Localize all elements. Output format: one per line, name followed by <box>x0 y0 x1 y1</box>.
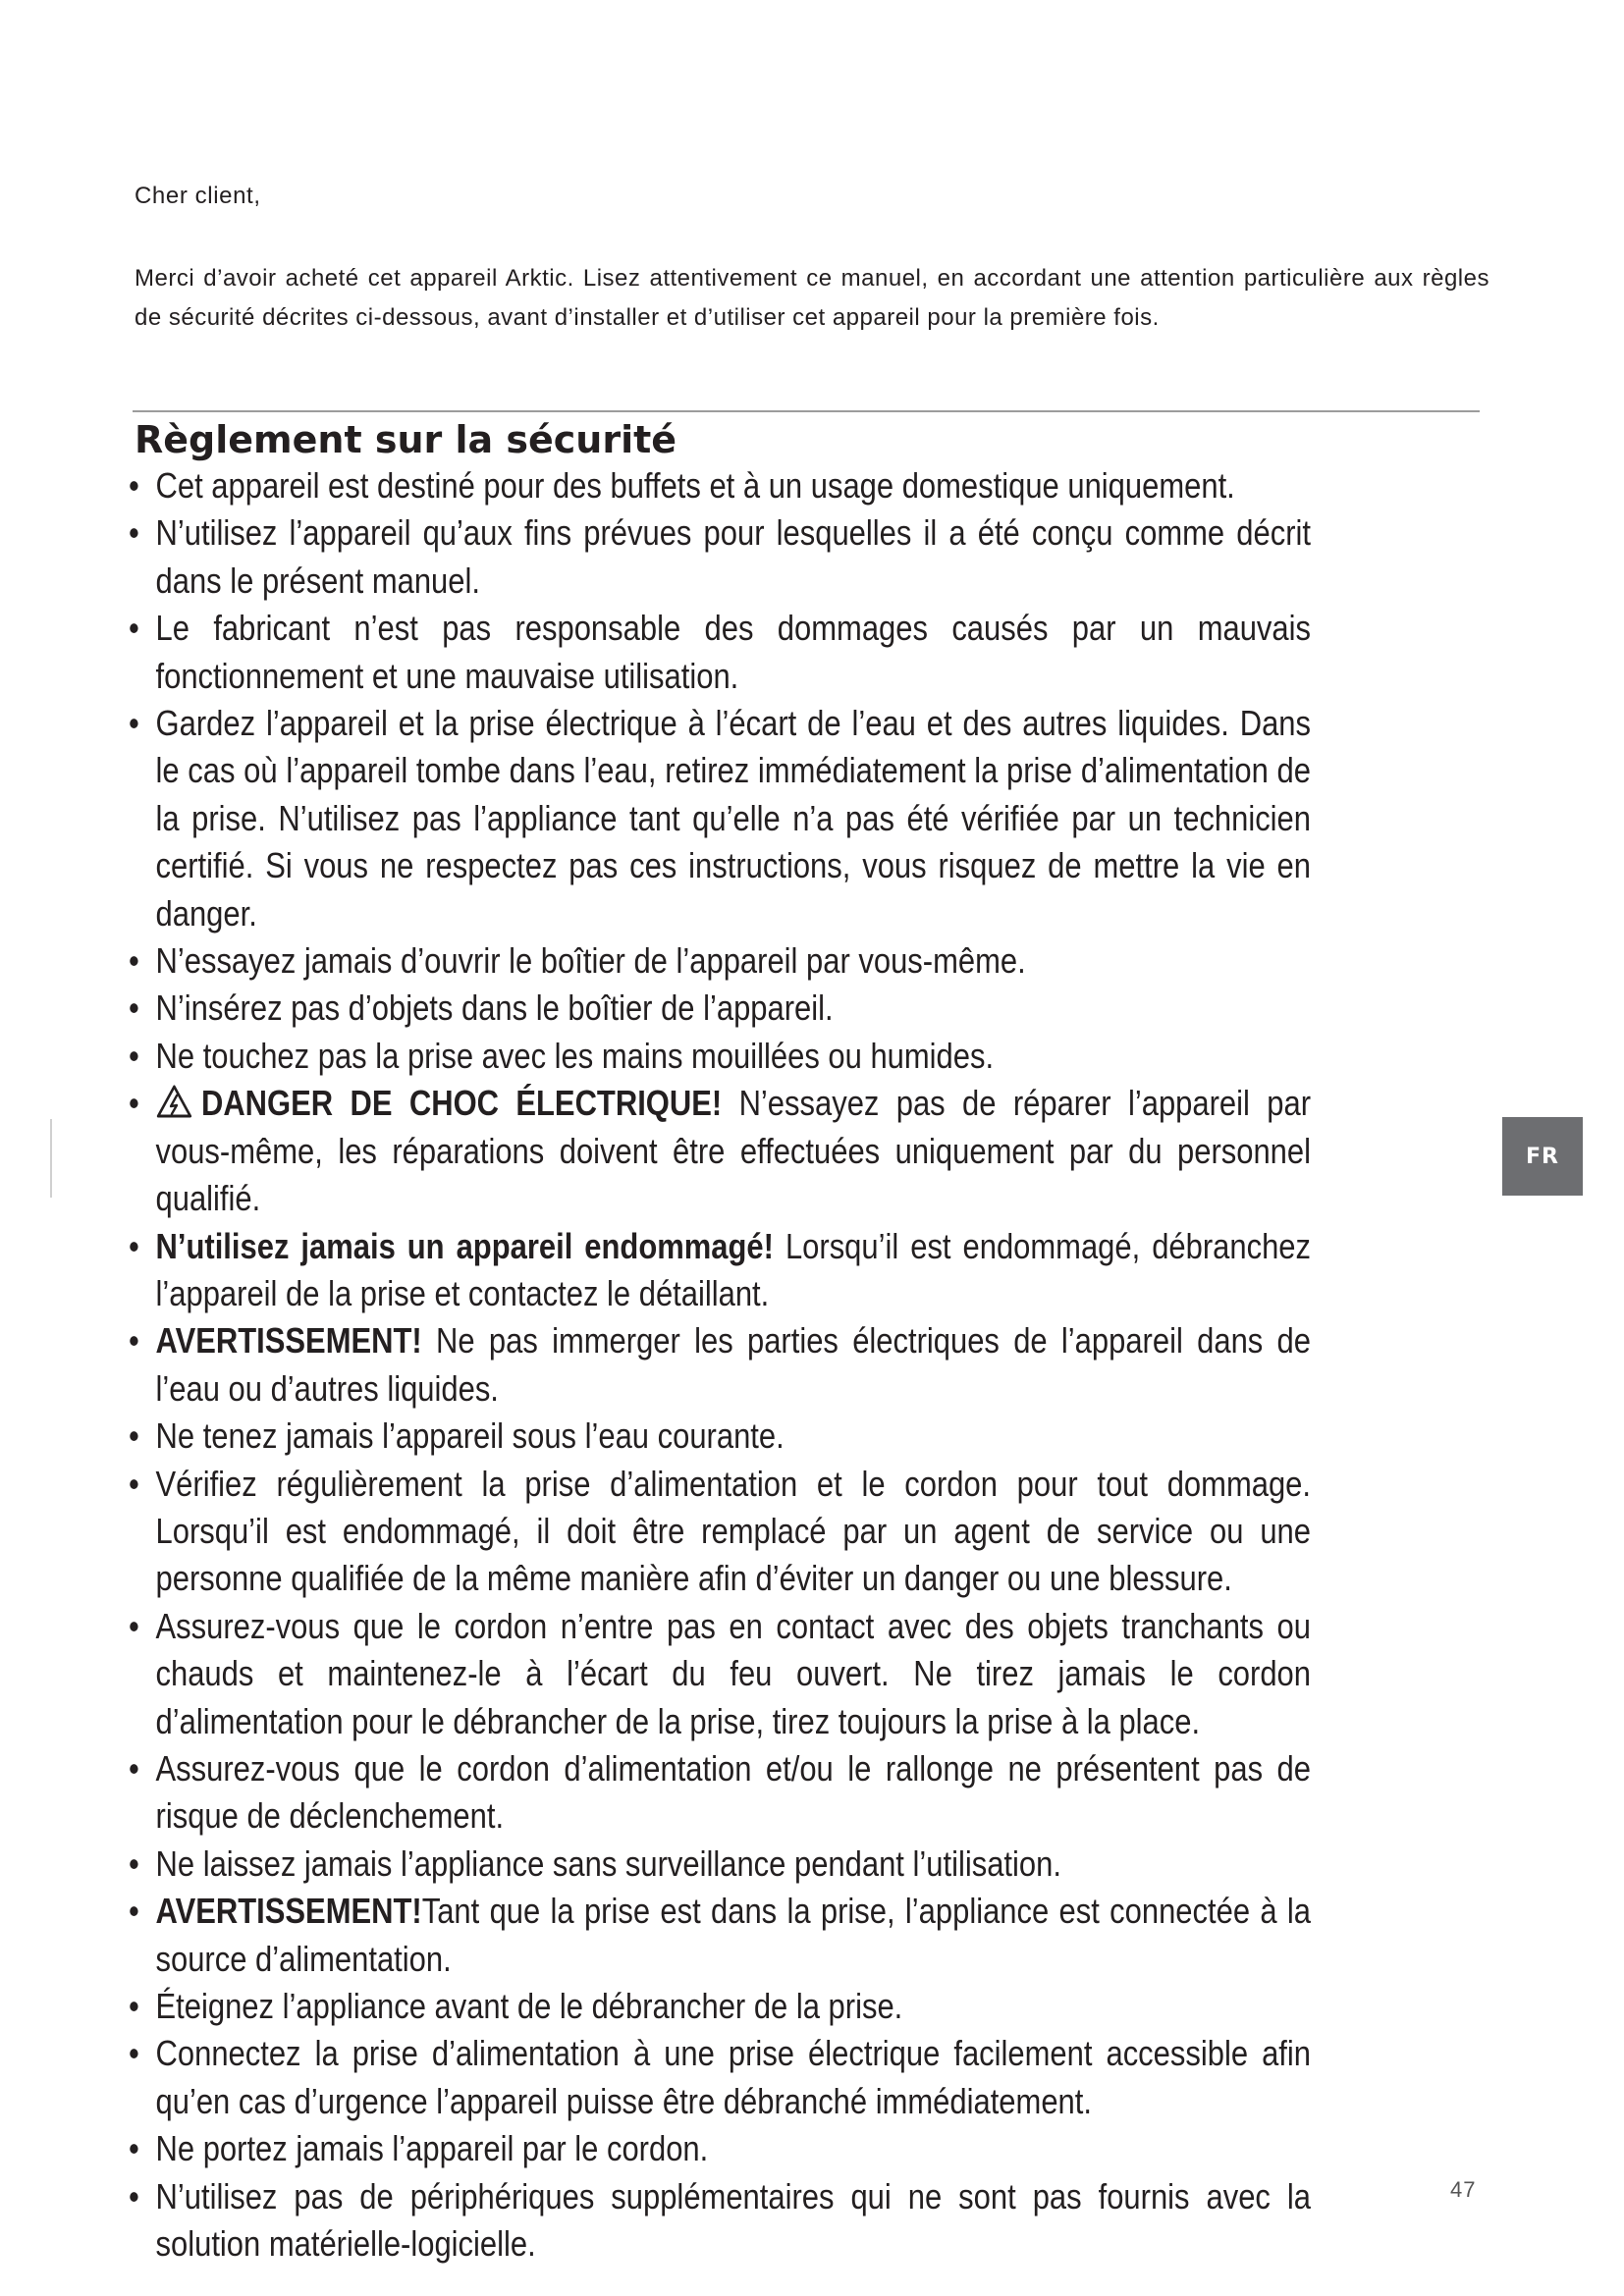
safety-item-text: N’utilisez l’appareil qu’aux fins prévues pour lesquelles il a été conçu comme décrit dans le présent manuel. <box>155 512 1311 601</box>
safety-item <box>129 1033 1311 1080</box>
electric-shock-warning-icon <box>156 1084 193 1119</box>
bullet: • <box>129 1083 139 1124</box>
safety-item-text: Connectez la prise d’alimentation à une prise électrique facilement accessible afin qu’en cas d’urgence l’appareil puisse être débranché immédiatement. <box>155 2033 1311 2121</box>
safety-item <box>129 1603 1311 1745</box>
safety-item-text: Assurez-vous que le cordon d’alimentation et/ou le rallonge ne présentent pas de risque de déclenchement. <box>155 1747 1311 1837</box>
safety-item <box>129 509 1311 605</box>
safety-item-text: Cet appareil est destiné pour des buffets et à un usage domestique uniquement. <box>155 465 1235 506</box>
safety-item-lead: N’utilisez jamais un appareil endommagé! <box>155 1225 774 1266</box>
safety-item-lead: DANGER DE CHOC ÉLECTRIQUE! <box>200 1083 723 1124</box>
safety-item-text: Ne touchez pas la prise avec les mains mouillées ou humides. <box>155 1035 995 1076</box>
safety-item-text: Ne tenez jamais l’appareil sous l’eau courante. <box>155 1415 785 1457</box>
bullet: • <box>129 1605 139 1646</box>
safety-item-danger <box>129 1080 1311 1222</box>
safety-item <box>129 1413 1311 1460</box>
bullet: • <box>129 940 139 982</box>
safety-item <box>129 1461 1311 1603</box>
greeting: Cher client, <box>135 183 261 209</box>
safety-item-text: Lorsqu’il est endommagé, débranchez l’appareil de la prise et contactez le détaillant. <box>155 1225 1311 1313</box>
bullet: • <box>129 2175 139 2216</box>
safety-item-text: N’essayez jamais d’ouvrir le boîtier de l’appareil par vous-même. <box>155 940 1026 982</box>
safety-item-text: N’utilisez pas de périphériques supplémentaires qui ne sont pas fournis avec la solution matérielle-logicielle. <box>155 2175 1311 2265</box>
safety-item <box>129 2030 1311 2125</box>
safety-item-text: Gardez l’appareil et la prise électrique à l’écart de l’eau et des autres liquides. Dans le cas où l’appareil tombe dans l’eau, retirez immédiatement la prise d’alimentation de la prise. N’utilisez pas l’appliance tant qu’elle n’a pas été vérifiée par un technicien certifié. Si vous ne respectez pas ces instructions, vous risquez de mettre la vie en danger. <box>155 703 1311 934</box>
safety-item-text: Vérifiez régulièrement la prise d’alimentation et le cordon pour tout dommage. Lorsqu’il est endommagé, il doit être remplacé par un agent de service ou une personne qualifiée de la même manière afin d’éviter un danger ou une blessure. <box>155 1463 1311 1599</box>
safety-item-lead: AVERTISSEMENT! <box>155 1891 422 1932</box>
safety-item-text: Tant que la prise est dans la prise, l’appliance est connectée à la source d’alimentation. <box>155 1891 1311 1979</box>
bullet: • <box>129 1035 139 1076</box>
safety-item <box>129 2125 1311 2172</box>
safety-item-text: N’insérez pas d’objets dans le boîtier de l’appareil. <box>155 988 834 1029</box>
safety-item-text: Ne pas immerger les parties électriques de l’appareil dans de l’eau ou d’autres liquides. <box>155 1320 1311 1409</box>
bullet: • <box>129 1842 139 1884</box>
bullet: • <box>129 2128 139 2169</box>
safety-item-text: Éteignez l’appliance avant de le débrancher de la prise. <box>155 1986 903 2026</box>
safety-item-text: Ne portez jamais l’appareil par le cordon. <box>155 2128 709 2169</box>
safety-item-lead: AVERTISSEMENT! <box>155 1320 422 1362</box>
bullet: • <box>129 703 139 744</box>
bullet: • <box>129 1225 139 1266</box>
safety-item <box>129 462 1311 509</box>
bullet: • <box>129 2033 139 2074</box>
safety-item <box>129 605 1311 700</box>
safety-item <box>129 1223 1311 1318</box>
bullet: • <box>129 988 139 1029</box>
safety-item <box>129 937 1311 985</box>
safety-item <box>129 1841 1311 1888</box>
safety-item <box>129 985 1311 1032</box>
bullet: • <box>129 1747 139 1789</box>
safety-item-text: Le fabricant n’est pas responsable des dommages causés par un mauvais fonctionnement et une mauvaise utilisation. <box>155 608 1311 696</box>
bullet: • <box>129 1891 139 1932</box>
section-title: Règlement sur la sécurité <box>135 418 677 461</box>
safety-list <box>129 462 1311 2268</box>
bullet: • <box>129 1320 139 1362</box>
safety-item-text: N’essayez pas de réparer l’appareil par vous-même, les réparations doivent être effectuées uniquement par du personnel qualifié. <box>155 1083 1311 1219</box>
bullet: • <box>129 465 139 506</box>
safety-item <box>129 700 1311 937</box>
language-tab: FR <box>1502 1117 1583 1196</box>
safety-item <box>129 1317 1311 1413</box>
bullet: • <box>129 608 139 649</box>
intro-paragraph: Merci d’avoir acheté cet appareil Arktic. Lisez attentivement ce manuel, en accordant une attention particulière aux règles de sécurité décrites ci-dessous, avant d’installer et d’utiliser cet appareil pour la première fois. <box>135 265 1489 331</box>
safety-item-text: Ne laissez jamais l’appliance sans surveillance pendant l’utilisation. <box>155 1842 1061 1884</box>
safety-item <box>129 1888 1311 1983</box>
page-number: 47 <box>1450 2177 1477 2202</box>
safety-item-text: Assurez-vous que le cordon n’entre pas en contact avec des objets tranchants ou chauds et maintenez-le à l’écart du feu ouvert. Ne tirez jamais le cordon d’alimentation pour le débrancher de la prise, tirez toujours la prise à la place. <box>155 1605 1311 1741</box>
section-divider <box>133 410 1480 412</box>
safety-item <box>129 1983 1311 2030</box>
bullet: • <box>129 1415 139 1457</box>
safety-item <box>129 1745 1311 1841</box>
bullet: • <box>129 1986 139 2026</box>
bullet: • <box>129 1463 139 1504</box>
safety-item <box>129 2173 1311 2269</box>
margin-mark <box>50 1119 52 1198</box>
bullet: • <box>129 512 139 554</box>
